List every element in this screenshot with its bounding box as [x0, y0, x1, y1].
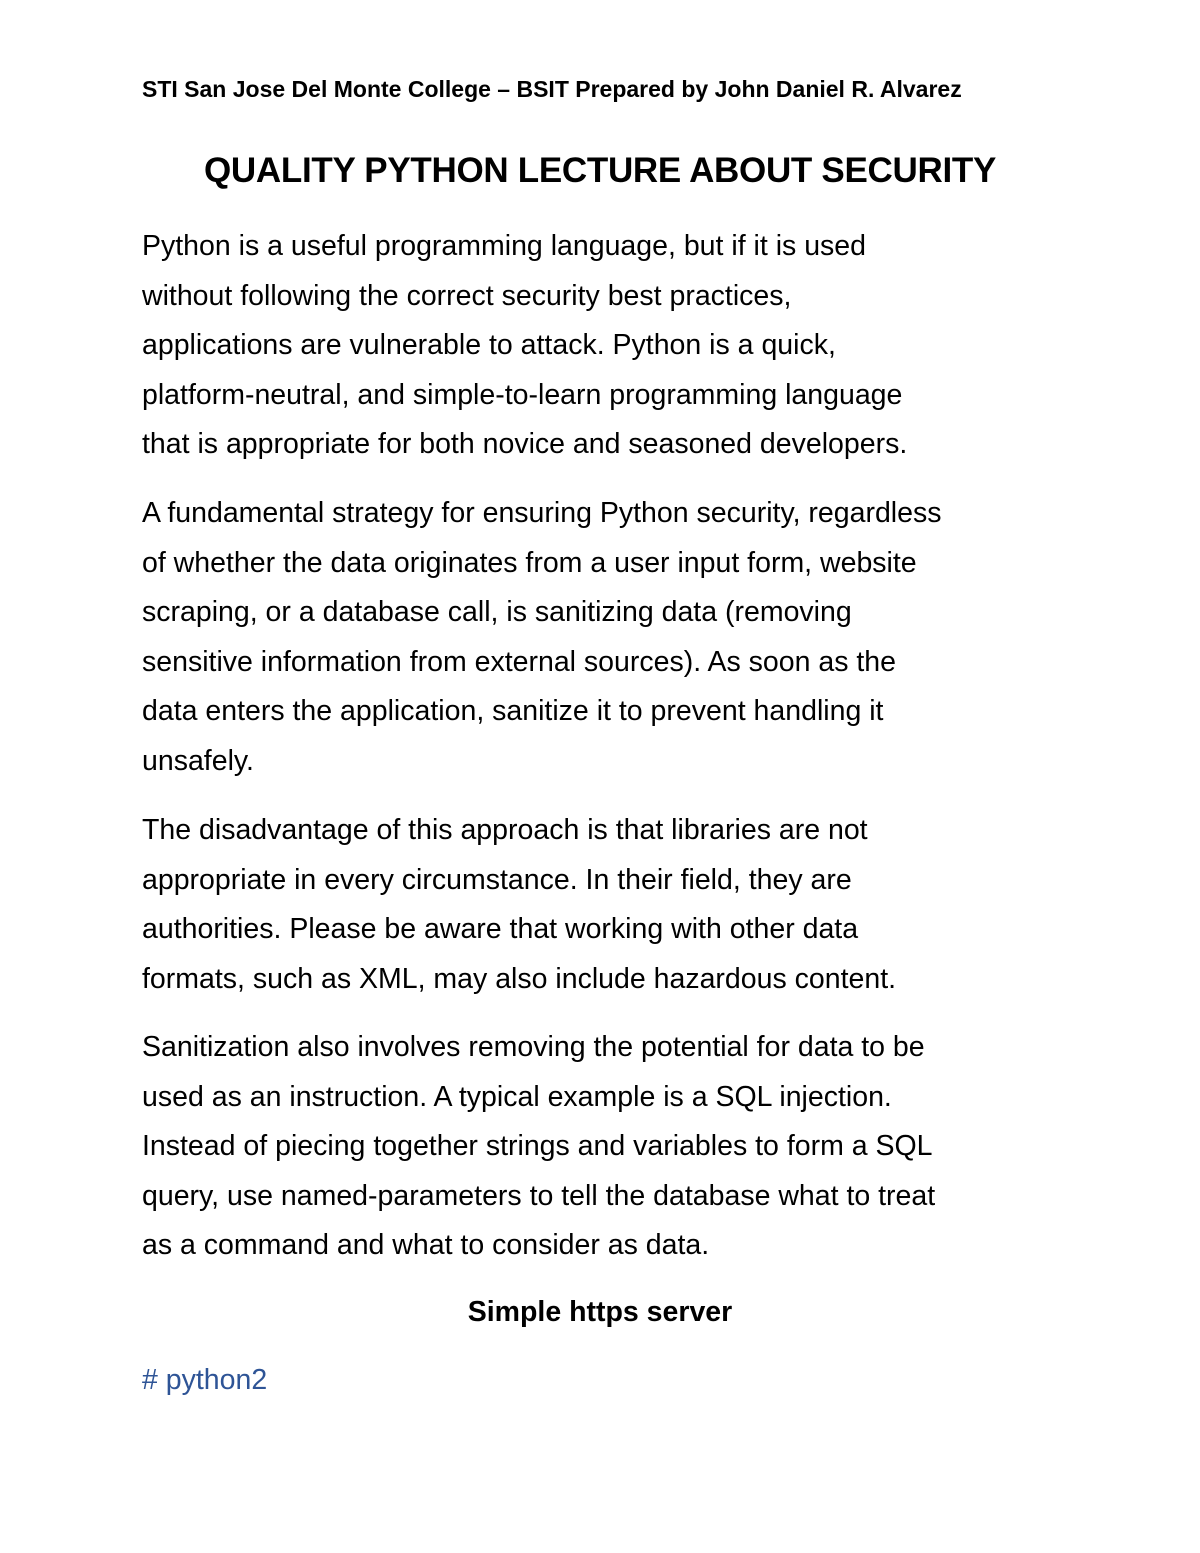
- paragraph-intro: [142, 222, 1062, 470]
- paragraph-line: sensitive information from external sources). As soon as the: [142, 645, 897, 678]
- paragraph-line: that is appropriate for both novice and seasoned developers.: [142, 428, 908, 460]
- paragraph-line: authorities. Please be aware that working with other data: [142, 913, 859, 945]
- paragraph-line: A fundamental strategy for ensuring Python security, regardless: [142, 497, 942, 529]
- paragraph-line: formats, such as XML, may also include hazardous content.: [142, 962, 897, 995]
- paragraph-line: of whether the data originates from a user input form, website: [142, 546, 917, 579]
- paragraph-sql-injection: [142, 1023, 1062, 1271]
- paragraph-line: used as an instruction. A typical example is a SQL injection.: [142, 1080, 892, 1113]
- paragraph-line: appropriate in every circumstance. In their field, they are: [142, 863, 852, 896]
- paragraph-disadvantage: [142, 806, 1062, 1004]
- paragraph-sanitizing: [142, 489, 1062, 786]
- paragraph-line: unsafely.: [142, 744, 254, 777]
- paragraph-line: without following the correct security best practices,: [142, 279, 792, 312]
- document-title: QUALITY PYTHON LECTURE ABOUT SECURITY: [204, 151, 996, 190]
- section-heading: Simple https server: [467, 1296, 733, 1328]
- document-header: STI San Jose Del Monte College – BSIT Prepared by John Daniel R. Alvarez: [142, 76, 962, 102]
- paragraph-line: Instead of piecing together strings and variables to form a SQL: [142, 1130, 933, 1162]
- paragraph-line: query, use named-parameters to tell the database what to treat: [142, 1179, 936, 1212]
- paragraph-line: applications are vulnerable to attack. Python is a quick,: [142, 329, 836, 361]
- paragraph-line: as a command and what to consider as data.: [142, 1229, 710, 1261]
- paragraph-line: scraping, or a database call, is sanitizing data (removing: [142, 596, 852, 628]
- paragraph-line: data enters the application, sanitize it to prevent handling it: [142, 695, 884, 727]
- code-comment: # python2: [142, 1364, 268, 1396]
- paragraph-line: Python is a useful programming language, but if it is used: [142, 230, 866, 262]
- paragraph-line: platform-neutral, and simple-to-learn programming language: [142, 378, 903, 411]
- paragraph-line: Sanitization also involves removing the potential for data to be: [142, 1031, 925, 1063]
- paragraph-line: The disadvantage of this approach is that libraries are not: [142, 814, 868, 846]
